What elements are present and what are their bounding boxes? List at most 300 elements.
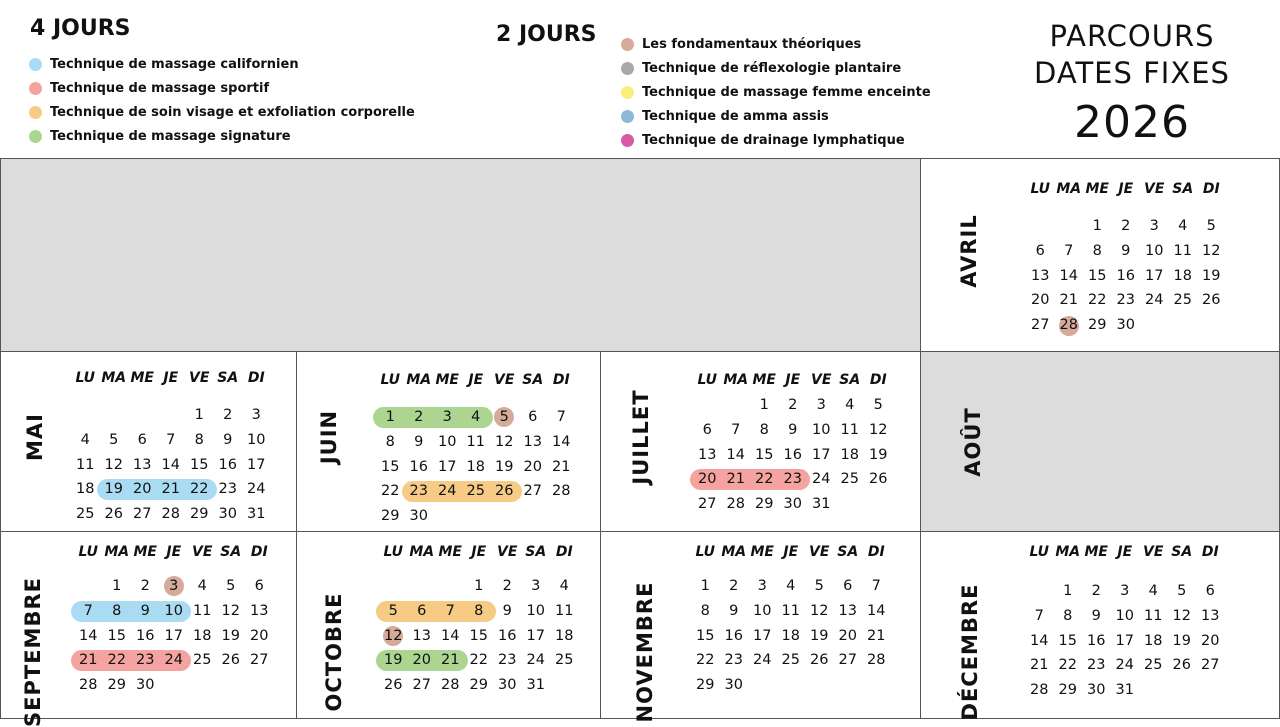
day-cell: 6 — [528, 409, 538, 425]
brand-block — [1010, 18, 1254, 150]
legend-color-dot — [621, 62, 634, 75]
day-cell: 11 — [193, 602, 212, 619]
day-cell: 7 — [166, 431, 176, 448]
day-cell: 28 — [441, 677, 460, 694]
day-cell: 12 — [869, 421, 888, 438]
day-cell: 23 — [724, 652, 743, 669]
legend-item — [621, 32, 931, 56]
day-cell: 30 — [498, 677, 517, 694]
legend-item — [29, 76, 415, 100]
day-cell: 21 — [79, 652, 98, 669]
weekday-label: JE — [1118, 181, 1134, 197]
day-cell: 19 — [1172, 632, 1191, 649]
day-cell: 31 — [526, 677, 545, 694]
day-cell: 14 — [1059, 267, 1078, 284]
day-cell: 8 — [385, 433, 395, 450]
brand-year: 2026 — [1074, 97, 1190, 148]
day-cell: 21 — [1059, 292, 1078, 309]
day-cell: 17 — [812, 446, 831, 463]
day-cell: 2 — [502, 578, 512, 594]
day-cell: 13 — [133, 456, 152, 473]
day-cell: 12 — [495, 433, 514, 450]
day-cell: 9 — [223, 431, 233, 448]
day-cell: 30 — [409, 508, 428, 525]
weekday-label: DI — [250, 544, 268, 560]
day-cell: 2 — [788, 397, 798, 413]
day-cell: 10 — [526, 602, 545, 619]
day-cell: 28 — [1059, 317, 1078, 334]
weekday-label: ME — [130, 370, 154, 386]
day-cell: 28 — [867, 652, 886, 669]
day-cell: 15 — [469, 627, 488, 644]
day-cell: 12 — [1202, 242, 1221, 259]
day-empty — [379, 574, 408, 599]
day-cell: 22 — [381, 483, 400, 500]
day-cell: 29 — [469, 677, 488, 694]
weekday-label: VE — [494, 372, 515, 388]
day-cell: 1 — [700, 578, 710, 594]
day-empty — [1026, 214, 1055, 239]
month-novembre — [600, 531, 921, 723]
day-cell: 30 — [136, 677, 155, 694]
day-cell: 19 — [869, 446, 888, 463]
day-cell: 22 — [190, 481, 209, 498]
legend-label: Technique de massage sportif — [50, 80, 270, 96]
day-cell: 6 — [254, 578, 264, 594]
day-cell: 19 — [810, 627, 829, 644]
day-cell: 21 — [867, 627, 886, 644]
day-cell: 9 — [414, 433, 424, 450]
day-cell: 6 — [1035, 242, 1045, 259]
day-cell: 3 — [251, 407, 261, 423]
day-cell: 20 — [838, 627, 857, 644]
day-cell: 18 — [76, 481, 95, 498]
day-cell: 16 — [1087, 632, 1106, 649]
day-cell: 1 — [112, 578, 122, 594]
weekday-label: MA — [406, 372, 432, 388]
day-cell: 31 — [247, 506, 266, 523]
day-cell: 2 — [1121, 218, 1131, 234]
day-cell: 27 — [133, 506, 152, 523]
weekday-label: MA — [1056, 181, 1082, 197]
day-cell: 27 — [838, 652, 857, 669]
day-cell: 23 — [1116, 292, 1135, 309]
day-cell: 18 — [466, 458, 485, 475]
legend-color-dot — [29, 130, 42, 143]
day-cell: 12 — [384, 627, 403, 644]
day-cell: 4 — [1148, 583, 1158, 599]
day-cell: 2 — [414, 409, 424, 425]
day-cell: 5 — [109, 431, 119, 448]
weekday-label: MA — [1055, 544, 1081, 560]
weekday-label: SA — [839, 372, 861, 388]
day-grid — [376, 405, 576, 529]
day-cell: 14 — [552, 433, 571, 450]
day-cell: 30 — [783, 496, 802, 513]
day-cell: 9 — [729, 602, 739, 619]
legend-item — [29, 52, 415, 76]
day-cell: 10 — [164, 602, 183, 619]
day-cell: 28 — [552, 483, 571, 500]
weekday-header — [376, 372, 576, 388]
weekday-label: LU — [1030, 181, 1051, 197]
day-cell: 8 — [700, 602, 710, 619]
day-cell: 16 — [218, 456, 237, 473]
day-cell: 10 — [812, 421, 831, 438]
weekday-header — [1026, 181, 1226, 197]
title-4-jours: 4 JOURS — [30, 16, 131, 41]
month-name: JUILLET — [629, 389, 653, 485]
day-cell: 29 — [190, 506, 209, 523]
month-avril — [920, 158, 1280, 352]
day-cell: 5 — [1177, 583, 1187, 599]
day-cell: 15 — [1058, 632, 1077, 649]
legend-color-dot — [621, 86, 634, 99]
day-cell: 4 — [786, 578, 796, 594]
day-cell: 3 — [757, 578, 767, 594]
weekday-label: ME — [435, 372, 459, 388]
day-cell: 4 — [1178, 218, 1188, 234]
day-cell: 8 — [1092, 242, 1102, 259]
weekday-label: LU — [695, 544, 716, 560]
day-cell: 7 — [871, 578, 881, 594]
day-cell: 18 — [555, 627, 574, 644]
day-cell: 2 — [140, 578, 150, 594]
day-grid — [379, 574, 579, 698]
day-cell: 3 — [442, 409, 452, 425]
day-cell: 16 — [724, 627, 743, 644]
month-aout — [920, 351, 1280, 532]
day-cell: 16 — [783, 446, 802, 463]
day-cell: 7 — [445, 602, 455, 619]
day-cell: 20 — [1031, 292, 1050, 309]
weekday-label: DI — [867, 544, 885, 560]
weekday-label: JE — [163, 370, 179, 386]
weekday-label: JE — [1117, 544, 1133, 560]
day-cell: 17 — [247, 456, 266, 473]
day-cell: 13 — [838, 602, 857, 619]
month-name: AOÛT — [961, 407, 985, 477]
day-cell: 27 — [412, 677, 431, 694]
day-cell: 1 — [1092, 218, 1102, 234]
weekday-header — [74, 544, 274, 560]
month-name: MAI — [23, 413, 47, 461]
day-cell: 8 — [112, 602, 122, 619]
day-cell: 18 — [193, 627, 212, 644]
weekday-label: ME — [1085, 181, 1109, 197]
month-mai — [0, 351, 297, 532]
day-cell: 25 — [840, 471, 859, 488]
day-cell: 10 — [1115, 607, 1134, 624]
legend-item — [29, 125, 415, 149]
day-cell: 25 — [1173, 292, 1192, 309]
weekday-label: LU — [380, 372, 401, 388]
day-cell: 28 — [161, 506, 180, 523]
day-cell: 14 — [161, 456, 180, 473]
day-cell: 7 — [731, 421, 741, 438]
day-cell: 10 — [438, 433, 457, 450]
day-cell: 30 — [1087, 682, 1106, 699]
day-cell: 24 — [164, 652, 183, 669]
day-cell: 26 — [1172, 657, 1191, 674]
weekday-label: SA — [837, 544, 859, 560]
day-cell: 3 — [531, 578, 541, 594]
day-cell: 3 — [1120, 583, 1130, 599]
month-septembre — [0, 531, 297, 727]
legend-item — [621, 105, 931, 129]
day-cell: 3 — [169, 578, 179, 594]
weekday-label: MA — [721, 544, 747, 560]
day-cell: 21 — [726, 471, 745, 488]
day-cell: 28 — [726, 496, 745, 513]
day-cell: 3 — [1149, 218, 1159, 234]
day-cell: 29 — [696, 677, 715, 694]
day-cell: 20 — [250, 627, 269, 644]
day-cell: 24 — [1145, 292, 1164, 309]
day-cell: 24 — [438, 483, 457, 500]
day-cell: 12 — [810, 602, 829, 619]
day-cell: 7 — [83, 602, 93, 619]
brand-line-1: PARCOURS — [1049, 19, 1215, 53]
month-name: NOVEMBRE — [633, 581, 657, 723]
day-cell: 24 — [753, 652, 772, 669]
day-cell: 18 — [840, 446, 859, 463]
day-cell: 29 — [381, 508, 400, 525]
day-cell: 15 — [1088, 267, 1107, 284]
day-cell: 27 — [523, 483, 542, 500]
day-cell: 25 — [76, 506, 95, 523]
weekday-label: LU — [697, 372, 718, 388]
weekday-header — [691, 544, 891, 560]
day-cell: 26 — [810, 652, 829, 669]
day-cell: 30 — [724, 677, 743, 694]
day-cell: 4 — [845, 397, 855, 413]
day-cell: 16 — [498, 627, 517, 644]
legend-label: Technique de amma assis — [642, 109, 829, 125]
day-cell: 16 — [409, 458, 428, 475]
day-cell: 16 — [136, 627, 155, 644]
day-cell: 2 — [1091, 583, 1101, 599]
day-grid — [1026, 214, 1226, 338]
day-cell: 5 — [226, 578, 236, 594]
day-cell: 6 — [137, 431, 147, 448]
legend-2-jours — [621, 32, 931, 153]
day-empty — [408, 574, 437, 599]
day-cell: 2 — [223, 407, 233, 423]
weekday-label: ME — [438, 544, 462, 560]
day-cell: 27 — [1201, 657, 1220, 674]
legend-label: Technique de massage californien — [50, 56, 299, 72]
day-empty — [157, 403, 186, 428]
weekday-label: JE — [468, 372, 484, 388]
day-cell: 29 — [1058, 682, 1077, 699]
day-cell: 23 — [409, 483, 428, 500]
brand-line-2: DATES FIXES — [1034, 56, 1230, 90]
day-cell: 8 — [474, 602, 484, 619]
day-cell: 28 — [79, 677, 98, 694]
day-cell: 4 — [80, 431, 90, 448]
day-cell: 21 — [1030, 657, 1049, 674]
legend-color-dot — [621, 110, 634, 123]
day-cell: 8 — [194, 431, 204, 448]
day-cell: 6 — [702, 421, 712, 438]
day-cell: 25 — [555, 652, 574, 669]
day-cell: 30 — [1116, 317, 1135, 334]
day-cell: 1 — [759, 397, 769, 413]
day-cell: 10 — [1145, 242, 1164, 259]
day-cell: 15 — [107, 627, 126, 644]
day-cell: 11 — [840, 421, 859, 438]
weekday-label: MA — [723, 372, 749, 388]
legend-label: Technique de soin visage et exfoliation corporelle — [50, 104, 415, 120]
weekday-label: MA — [104, 544, 130, 560]
weekday-label: SA — [220, 544, 242, 560]
empty-gray-panel — [0, 158, 921, 352]
day-cell: 17 — [438, 458, 457, 475]
day-cell: 13 — [412, 627, 431, 644]
day-empty — [74, 574, 103, 599]
legend-color-dot — [621, 38, 634, 51]
weekday-label: VE — [192, 544, 213, 560]
day-cell: 14 — [79, 627, 98, 644]
day-cell: 5 — [1206, 218, 1216, 234]
weekday-label: VE — [1144, 181, 1165, 197]
weekday-label: VE — [1143, 544, 1164, 560]
day-cell: 5 — [814, 578, 824, 594]
month-juillet — [600, 351, 921, 532]
day-cell: 2 — [729, 578, 739, 594]
weekday-label: ME — [133, 544, 157, 560]
day-cell: 25 — [781, 652, 800, 669]
day-cell: 26 — [104, 506, 123, 523]
day-cell: 5 — [388, 602, 398, 619]
day-cell: 22 — [469, 652, 488, 669]
weekday-label: DI — [1202, 181, 1220, 197]
day-cell: 15 — [190, 456, 209, 473]
weekday-label: LU — [78, 544, 99, 560]
day-cell: 19 — [384, 652, 403, 669]
weekday-label: SA — [522, 372, 544, 388]
month-name: OCTOBRE — [322, 592, 346, 712]
day-cell: 23 — [136, 652, 155, 669]
day-cell: 26 — [221, 652, 240, 669]
day-cell: 17 — [1115, 632, 1134, 649]
legend-item — [621, 129, 931, 153]
day-cell: 24 — [526, 652, 545, 669]
day-cell: 11 — [1144, 607, 1163, 624]
day-cell: 11 — [1173, 242, 1192, 259]
day-cell: 31 — [1115, 682, 1134, 699]
day-cell: 28 — [1030, 682, 1049, 699]
day-cell: 22 — [1058, 657, 1077, 674]
day-cell: 23 — [783, 471, 802, 488]
legend-item — [621, 56, 931, 80]
day-cell: 4 — [471, 409, 481, 425]
legend-item — [621, 80, 931, 104]
day-empty — [436, 574, 465, 599]
legend-color-dot — [29, 106, 42, 119]
legend-color-dot — [29, 58, 42, 71]
day-cell: 17 — [753, 627, 772, 644]
day-cell: 11 — [781, 602, 800, 619]
day-cell: 7 — [1034, 607, 1044, 624]
day-cell: 25 — [1144, 657, 1163, 674]
weekday-header — [379, 544, 579, 560]
legend-label: Technique de drainage lymphatique — [642, 133, 905, 149]
day-cell: 18 — [1173, 267, 1192, 284]
day-cell: 19 — [495, 458, 514, 475]
day-cell: 13 — [698, 446, 717, 463]
day-cell: 16 — [1116, 267, 1135, 284]
day-grid — [691, 574, 891, 698]
day-cell: 29 — [755, 496, 774, 513]
weekday-label: DI — [552, 372, 570, 388]
weekday-label: VE — [497, 544, 518, 560]
month-decembre — [920, 531, 1280, 719]
day-cell: 19 — [104, 481, 123, 498]
weekday-label: LU — [1029, 544, 1050, 560]
day-cell: 26 — [495, 483, 514, 500]
day-cell: 9 — [1091, 607, 1101, 624]
day-cell: 26 — [1202, 292, 1221, 309]
day-cell: 20 — [133, 481, 152, 498]
day-cell: 1 — [474, 578, 484, 594]
weekday-label: ME — [750, 544, 774, 560]
day-cell: 13 — [1031, 267, 1050, 284]
weekday-label: SA — [1171, 544, 1193, 560]
day-cell: 15 — [381, 458, 400, 475]
day-cell: 31 — [812, 496, 831, 513]
month-octobre — [296, 531, 601, 719]
day-cell: 19 — [221, 627, 240, 644]
day-cell: 25 — [193, 652, 212, 669]
day-cell: 15 — [696, 627, 715, 644]
legend-color-dot — [621, 134, 634, 147]
day-cell: 27 — [698, 496, 717, 513]
day-cell: 21 — [161, 481, 180, 498]
weekday-label: DI — [1201, 544, 1219, 560]
day-cell: 9 — [788, 421, 798, 438]
weekday-label: DI — [555, 544, 573, 560]
legend-label: Technique de massage signature — [50, 129, 291, 145]
month-name: AVRIL — [957, 214, 981, 288]
day-cell: 13 — [523, 433, 542, 450]
weekday-header — [71, 370, 271, 386]
weekday-label: SA — [1172, 181, 1194, 197]
weekday-label: LU — [383, 544, 404, 560]
day-cell: 22 — [696, 652, 715, 669]
day-cell: 14 — [1030, 632, 1049, 649]
day-cell: 18 — [1144, 632, 1163, 649]
day-cell: 20 — [698, 471, 717, 488]
day-empty — [128, 403, 157, 428]
day-cell: 7 — [1064, 242, 1074, 259]
title-2-jours: 2 JOURS — [496, 22, 597, 47]
day-cell: 29 — [1088, 317, 1107, 334]
month-name: DÉCEMBRE — [958, 583, 982, 721]
day-cell: 13 — [250, 602, 269, 619]
weekday-label: VE — [809, 544, 830, 560]
day-cell: 10 — [247, 431, 266, 448]
day-cell: 4 — [197, 578, 207, 594]
day-grid — [1025, 579, 1225, 703]
day-cell: 8 — [759, 421, 769, 438]
day-cell: 7 — [556, 409, 566, 425]
weekday-label: MA — [101, 370, 127, 386]
weekday-label: ME — [752, 372, 776, 388]
day-cell: 26 — [869, 471, 888, 488]
weekday-label: DI — [869, 372, 887, 388]
